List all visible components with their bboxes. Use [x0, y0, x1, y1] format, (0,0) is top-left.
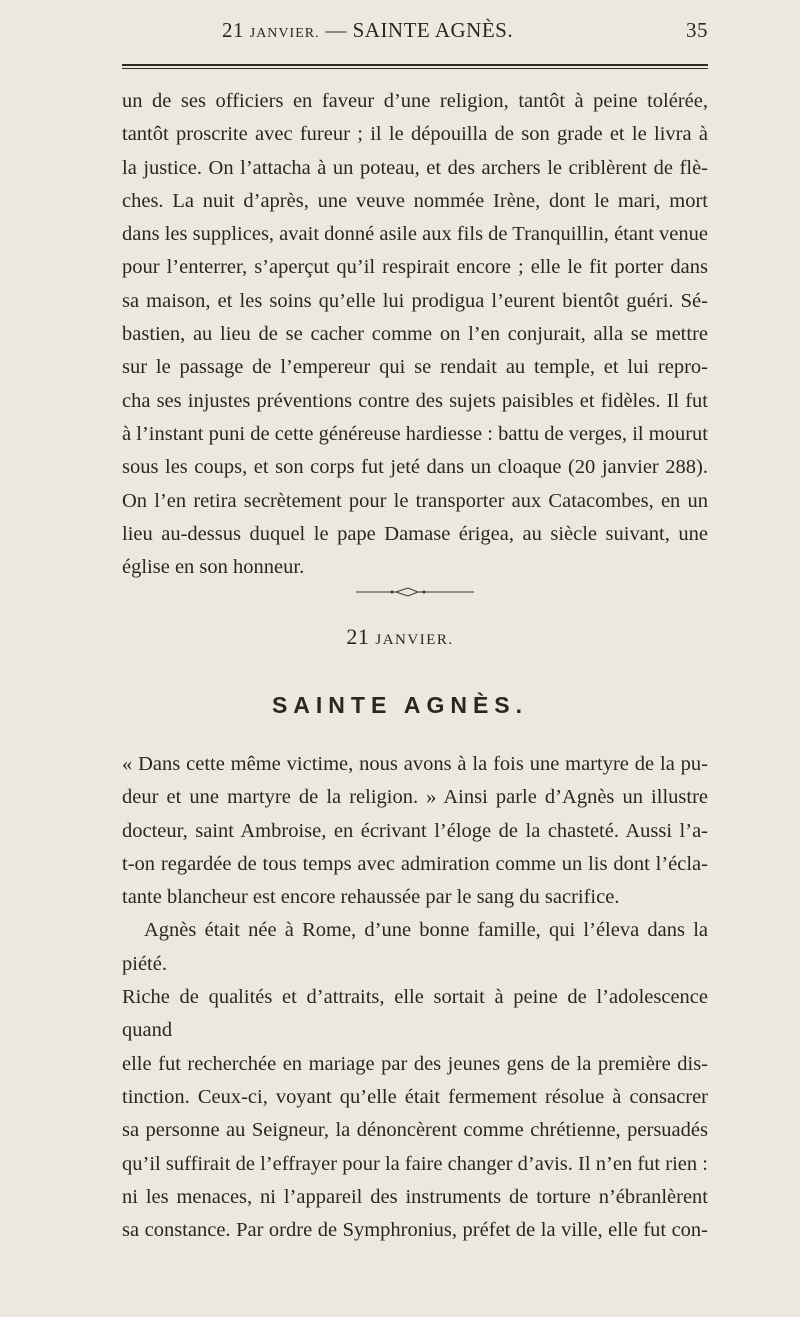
text-line: Agnès était née à Rome, d’une bonne famille, qui l’éleva dans la piété.	[122, 919, 708, 975]
running-head-date-number: 21	[222, 18, 244, 42]
text-line: elle fut recherchée en mariage par des jeunes gens de la première dis-	[122, 1052, 708, 1075]
text-line: sous les coups, et son corps fut jeté dans un cloaque (20 janvier 288).	[122, 456, 708, 479]
section-date	[0, 624, 800, 650]
text-line: pour l’enterrer, s’aperçut qu’il respirait encore ; elle le fit porter dans	[122, 256, 708, 279]
text-line: docteur, saint Ambroise, en écrivant l’éloge de la chasteté. Aussi l’a-	[122, 819, 708, 842]
text-line: deur et une martyre de la religion. » Ainsi parle d’Agnès un illustre	[122, 786, 708, 809]
header-rule	[122, 64, 708, 66]
text-line: ni les menaces, ni l’appareil des instruments de torture n’ébranlèrent	[122, 1185, 708, 1208]
text-line: ches. La nuit d’après, une veuve nommée Irène, dont le mari, mort	[122, 189, 708, 212]
text-line: On l’en retira secrètement pour le transporter aux Catacombes, en un	[122, 489, 708, 512]
text-line: tante blancheur est encore rehaussée par le sang du sacrifice.	[122, 886, 620, 909]
text-line: église en son honneur.	[122, 556, 305, 579]
section-title: SAINTE AGNÈS.	[271, 692, 529, 718]
text-line: « Dans cette même victime, nous avons à la fois une martyre de la pu-	[122, 753, 708, 775]
text-line: tinction. Ceux-ci, voyant qu’elle était fermement résolue à consacrer	[122, 1085, 708, 1108]
text-line: t-on regardée de tous temps avec admiration comme un lis dont l’écla-	[122, 852, 708, 875]
text-block-sebastien	[122, 85, 708, 584]
text-line: sa maison, et les soins qu’elle lui prodigua l’eurent bientôt guéri. Sé-	[122, 289, 708, 312]
text-line: tantôt proscrite avec fureur ; il le dépouilla de son grade et le livra à	[122, 123, 708, 146]
section-date-month: JANVIER.	[375, 632, 454, 648]
paragraph-sebastien	[122, 85, 708, 584]
text-line: dans les supplices, avait donné asile aux fils de Tranquillin, étant venue	[122, 223, 708, 246]
running-head	[122, 18, 708, 48]
text-line: un de ses officiers en faveur d’une religion, tantôt à peine tolérée,	[122, 90, 708, 112]
text-line: Riche de qualités et d’attraits, elle sortait à peine de l’adolescence quand	[122, 986, 708, 1042]
running-head-saint: — SAINTE AGNÈS.	[325, 18, 514, 42]
page-number: 35	[686, 18, 708, 42]
text-line: qu’il suffirait de l’effrayer pour la faire changer d’avis. Il n’en fut rien :	[122, 1152, 708, 1175]
text-line: la justice. On l’attacha à un poteau, et des archers le criblèrent de flè-	[122, 156, 708, 179]
text-line: bastien, au lieu de se cacher comme on l’en conjurait, alla se mettre	[122, 323, 708, 346]
ornament-divider	[356, 586, 474, 598]
text-block-agnes	[122, 748, 708, 1247]
text-line: à l’instant puni de cette généreuse hardiesse : battu de verges, il mourut	[122, 422, 708, 445]
text-line: sa personne au Seigneur, la dénoncèrent comme chrétienne, persuadés	[122, 1119, 708, 1142]
section-date-number: 21	[346, 624, 370, 649]
text-line: cha ses injustes préventions contre des sujets paisibles et fidèles. Il fut	[122, 389, 708, 412]
paragraph-agnes-intro	[122, 748, 708, 914]
text-line: lieu au-dessus duquel le pape Damase érigea, au siècle suivant, une	[122, 522, 708, 545]
text-line: sur le passage de l’empereur qui se rendait au temple, et lui repro-	[122, 356, 708, 379]
running-head-title	[222, 18, 513, 43]
running-head-month: JANVIER.	[249, 26, 320, 41]
text-line: sa constance. Par ordre de Symphronius, préfet de la ville, elle fut con-	[122, 1219, 708, 1242]
paragraph-agnes-life	[122, 914, 708, 1247]
